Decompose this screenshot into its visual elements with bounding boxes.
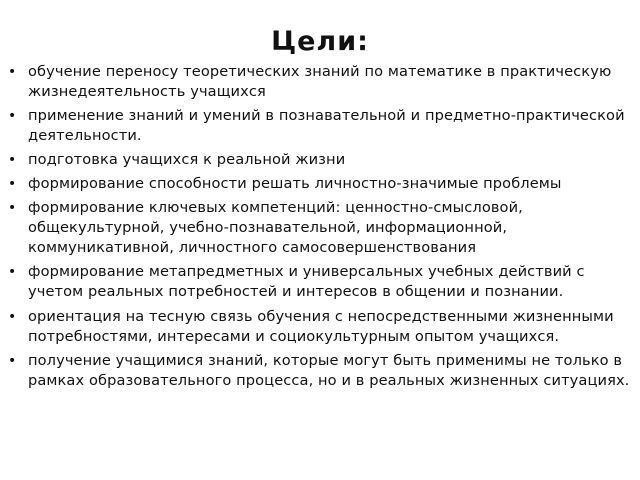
bullet-icon: • — [8, 64, 17, 80]
list-item-text: получение учащимися знаний, которые могут быть применимы не только в рамках образовательного процесса, но и в реальных жизненных ситуациях. — [28, 352, 630, 389]
list-item — [6, 198, 634, 258]
list-item — [6, 262, 634, 302]
list-item-text: ориентация на тесную связь обучения с непосредственными жизненными потребностями, интересами и социокультурным опытом учащихся. — [28, 308, 614, 345]
goals-list — [6, 62, 634, 395]
bullet-icon: • — [8, 200, 17, 216]
list-item-text: формирование метапредметных и универсальных учебных действий с учетом реальных потребностей и интересов в общении и познании. — [28, 263, 585, 300]
list-item — [6, 106, 634, 146]
list-item-text: обучение переносу теоретических знаний по математике в практическую жизнедеятельность учащихся — [28, 63, 612, 100]
bullet-icon: • — [8, 309, 17, 325]
list-item — [6, 150, 634, 170]
bullet-icon: • — [8, 152, 17, 168]
list-item — [6, 174, 634, 194]
slide-title: Цели: — [271, 26, 369, 57]
list-item-text: подготовка учащихся к реальной жизни — [28, 151, 346, 168]
list-item — [6, 351, 634, 391]
bullet-icon: • — [8, 108, 17, 124]
list-item — [6, 62, 634, 102]
list-item-text: формирование способности решать личностно-значимые проблемы — [28, 175, 562, 192]
bullet-icon: • — [8, 176, 17, 192]
list-item-text: применение знаний и умений в познавательной и предметно-практической деятельности. — [28, 107, 625, 144]
list-item-text: формирование ключевых компетенций: ценностно-смысловой, общекультурной, учебно-познавательной, информационной, коммуникативной, личностного самосовершенствования — [28, 199, 523, 256]
list-item — [6, 307, 634, 347]
bullet-icon: • — [8, 264, 17, 280]
bullet-icon: • — [8, 353, 17, 369]
